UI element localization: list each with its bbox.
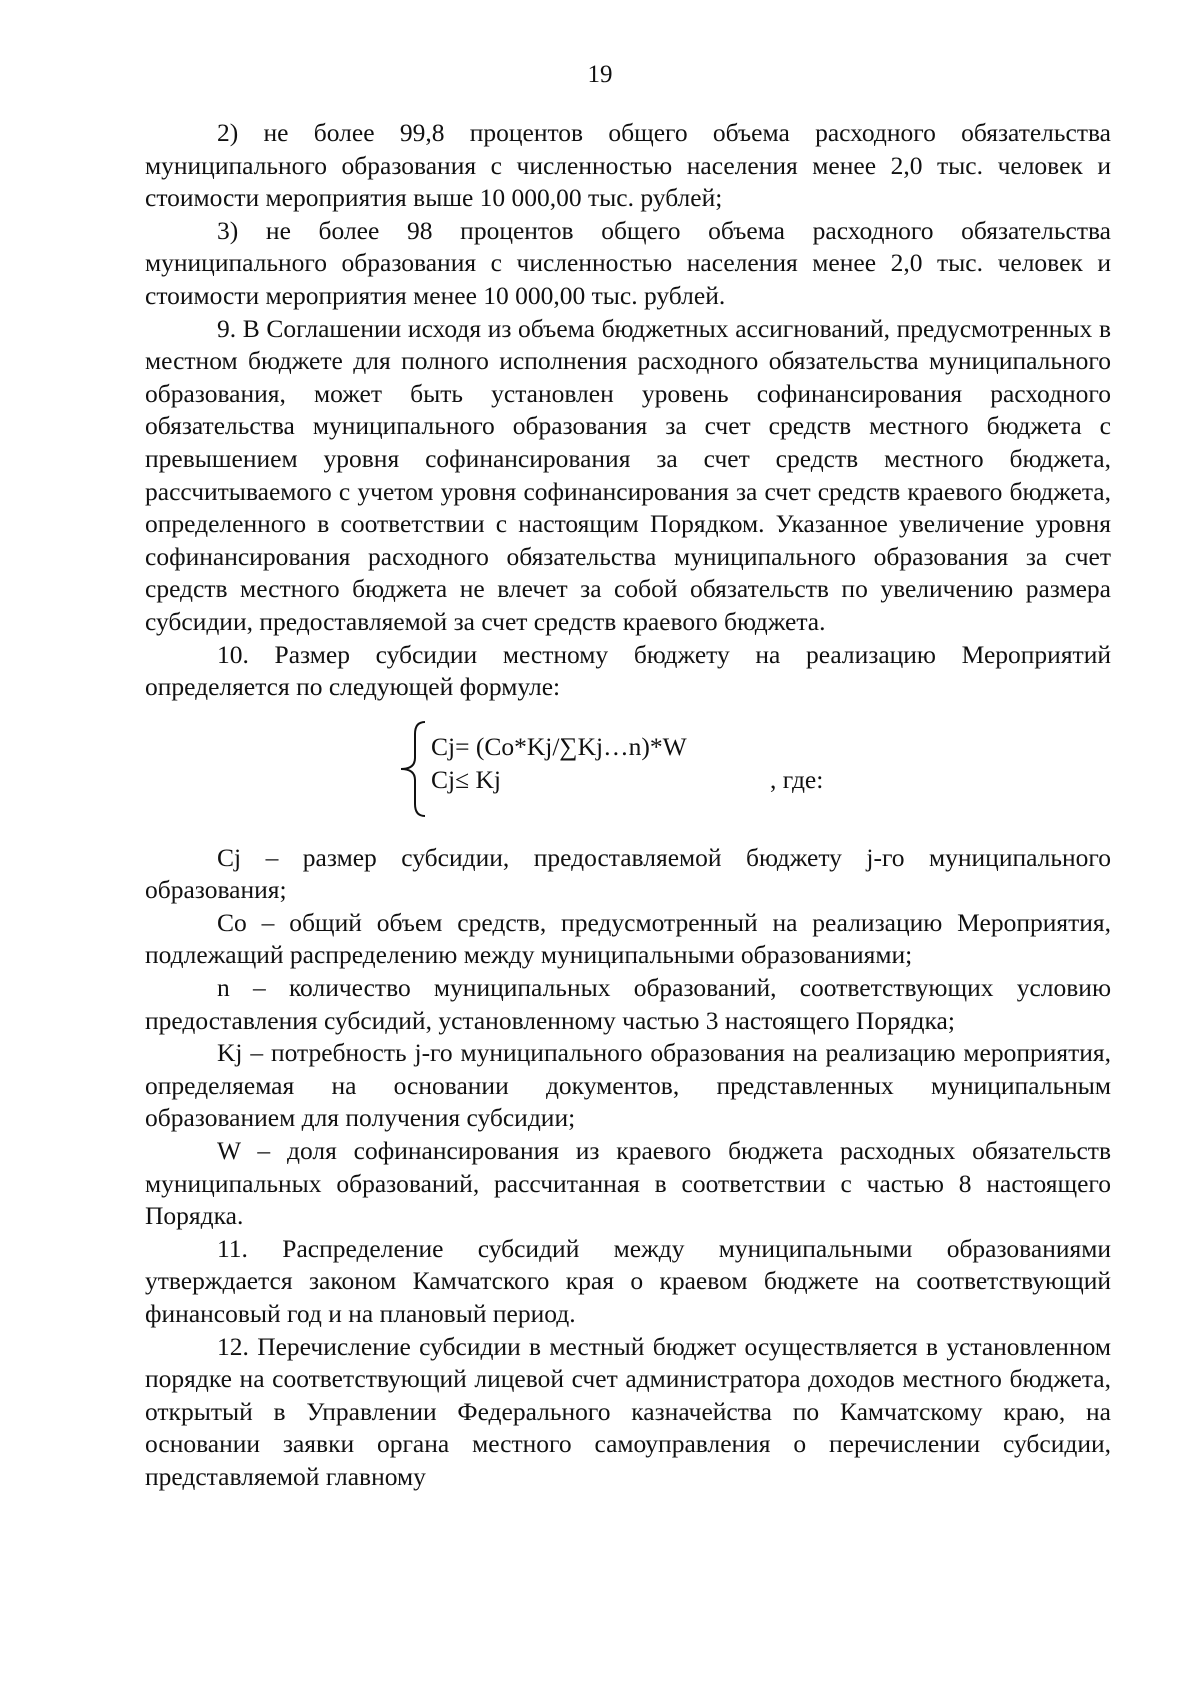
paragraph-9: 9. В Соглашении исходя из объема бюджетных ассигнований, предусмотренных в местном бюджете для полного исполнения расходного обязательства муниципального образования, может быть установлен уровень софинансирования расходного обязательства муниципального образования за счет средств местного бюджета с превышением уровня софинансирования за счет средств местного бюджета, рассчитываемого с учетом уровня софинансирования за счет средств краевого бюджета, определенного в соответствии с настоящим Порядком. Указанное увеличение уровня софинансирования расходного обязательства муниципального образования за счет средств местного бюджета не влечет за собой обязательств по увеличению размера субсидии, предоставляемой за счет средств краевого бюджета. [145, 313, 1111, 636]
paragraph-8-item-3: 3) не более 98 процентов общего объема расходного обязательства муниципального образования с численностью населения менее 2,0 тыс. человек и стоимости мероприятия менее 10 000,00 тыс. рублей. [145, 215, 1111, 310]
formula-where: , где: [770, 764, 824, 794]
formula-block [145, 718, 1111, 823]
definition-cj: Cj – размер субсидии, предоставляемой бюджету j-го муниципального образования; [145, 842, 1111, 905]
paragraph-12: 12. Перечисление субсидии в местный бюджет осуществляется в установленном порядке на соответствующий лицевой счет администратора доходов местного бюджета, открытый в Управлении Федерального казначейства по Камчатскому краю, на основании заявки органа местного самоуправления о перечислении субсидии, представляемой главному [145, 1331, 1111, 1491]
definition-n: n – количество муниципальных образований, соответствующих условию предоставления субсидий, установленному частью 3 настоящего Порядка; [145, 973, 1111, 1035]
curly-brace-icon [399, 720, 427, 818]
paragraph-11: 11. Распределение субсидий между муниципальными образованиями утверждается законом Камчатского края о краевом бюджете на соответствующий финансовый год и на плановый период. [145, 1233, 1111, 1328]
formula-line-2: Cj≤ Kj [431, 764, 501, 794]
document-body [145, 117, 1111, 1494]
definition-kj: Kj – потребность j-го муниципального образования на реализацию мероприятия, определяемая на основании документов, представленных муниципальным образованием для получения субсидии; [145, 1038, 1111, 1133]
paragraph-8-item-2: 2) не более 99,8 процентов общего объема расходного обязательства муниципального образования с численностью населения менее 2,0 тыс. человек и стоимости мероприятия выше 10 000,00 тыс. рублей; [145, 118, 1111, 213]
definition-co: Co – общий объем средств, предусмотренный на реализацию Мероприятия, подлежащий распределению между муниципальными образованиями; [145, 907, 1111, 970]
definition-w: W – доля софинансирования из краевого бюджета расходных обязательств муниципальных образований, рассчитанная в соответствии с частью 8 настоящего Порядка. [145, 1136, 1111, 1231]
page-number: 19 [587, 61, 613, 88]
formula-line-1: Cj= (Co*Kj/∑Kj…n)*W [431, 731, 687, 761]
paragraph-10: 10. Размер субсидии местному бюджету на реализацию Мероприятий определяется по следующей формуле: [145, 639, 1111, 702]
